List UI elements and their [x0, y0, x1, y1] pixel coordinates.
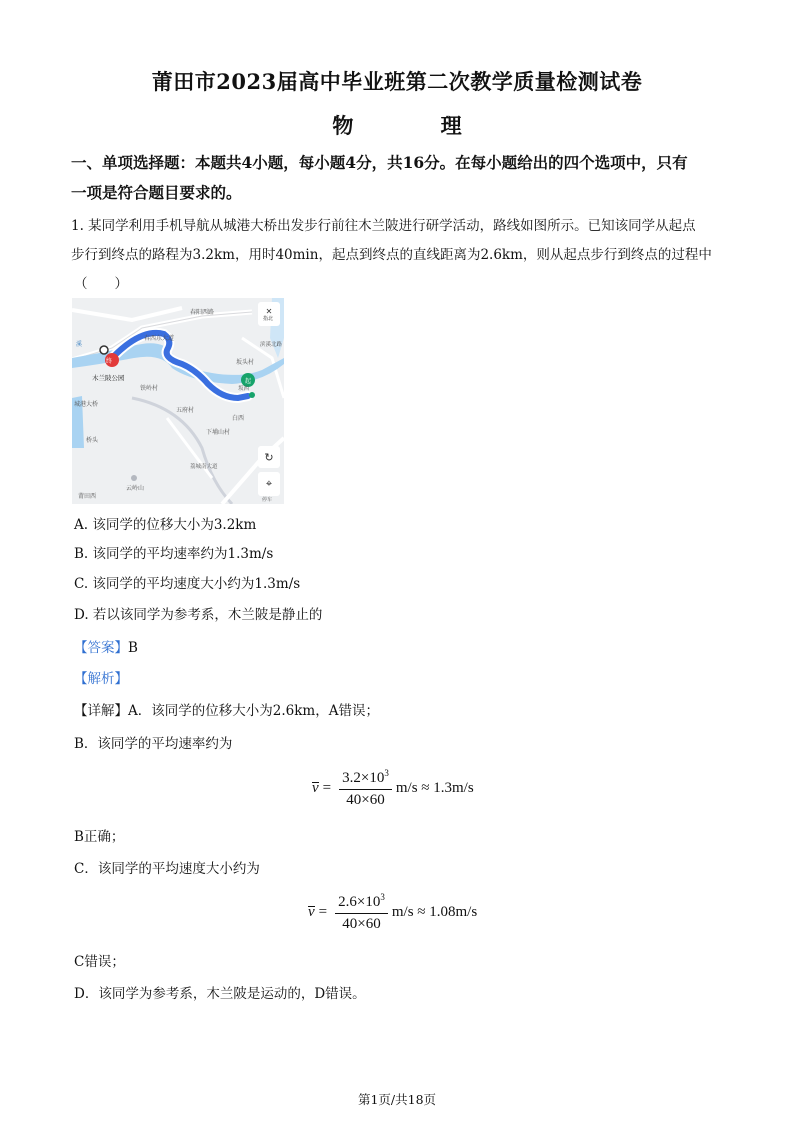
map-label-baixi: 白西	[232, 415, 245, 422]
subject-heading: 物 理	[332, 113, 462, 138]
option-a: A. 该同学的位移大小为3.2km	[74, 517, 257, 533]
formula1-denominator: 40×60	[346, 792, 385, 808]
detail-c-intro: C．该同学的平均速度大小约为	[74, 861, 260, 877]
formula1-exponent: 3	[384, 768, 389, 778]
map-label-road-top: 春西东大道	[144, 335, 175, 342]
answer-value: B	[128, 640, 138, 656]
start-point-dot	[249, 392, 255, 398]
detail-prefix: 【详解】	[74, 703, 128, 719]
route-map	[72, 298, 284, 504]
formula1-numerator: 3.2×10	[342, 770, 385, 786]
answer-parentheses: （ ）	[74, 276, 128, 292]
road-top	[72, 308, 182, 320]
map-label-mulan: 木兰陂公园	[92, 374, 125, 382]
compass-icon: ✕	[265, 307, 273, 316]
detail-a	[74, 700, 379, 722]
map-label-road-right: 滨溪北路	[260, 342, 283, 348]
poi-pin-icon	[131, 475, 137, 481]
detail-a-text: A．该同学的位移大小为2.6km，A错误；	[128, 703, 379, 719]
answer-label: 【答案】	[74, 640, 128, 656]
section-heading-line2: 一项是符合题目要求的。	[71, 183, 242, 202]
map-label-yunshan: 云岭山	[126, 485, 145, 492]
formula2-rhs: m/s ≈ 1.08m/s	[391, 904, 478, 920]
analysis-label: 【解析】	[74, 671, 128, 687]
formula2-lhs: v	[308, 904, 315, 920]
formula2-denominator: 40×60	[342, 916, 381, 932]
option-b: B. 该同学的平均速率约为1.3m/s	[74, 546, 274, 562]
map-label-bottom-right: 停车	[262, 497, 273, 503]
formula1-lhs: v	[312, 780, 319, 796]
detail-b-end: B正确；	[74, 829, 125, 845]
formula1-rhs: m/s ≈ 1.3m/s	[395, 780, 474, 796]
map-label-road-top2: 春阳西路	[190, 309, 215, 316]
detail-c-end: C错误；	[74, 954, 125, 970]
map-label-river: 溪	[76, 341, 83, 348]
map-label-kanjing: 坂西	[238, 386, 250, 392]
refresh-icon: ↻	[264, 451, 274, 464]
map-label-xiaxi: 下埔山村	[206, 429, 231, 436]
question-line2: 步行到终点的路程为3.2km，用时40min，起点到终点的直线距离为2.6km，则从起点步行到终点的过程中	[71, 247, 712, 263]
page-title: 莆田市2023届高中毕业班第二次教学质量检测试卷	[151, 69, 643, 94]
origin-dot	[100, 346, 108, 354]
detail-d: D．该同学为参考系，木兰陂是运动的，D错误。	[74, 986, 366, 1002]
answer-line	[74, 637, 138, 659]
section-heading-line1: 一、单项选择题：本题共4小题，每小题4分，共16分。在每小题给出的四个选项中，只有	[71, 153, 688, 172]
map-label-wufu: 五府村	[176, 407, 195, 414]
option-c: C. 该同学的平均速度大小约为1.3m/s	[74, 576, 301, 592]
map-label-road-diag: 荔城南大道	[190, 464, 218, 470]
walking-route	[114, 333, 248, 398]
map-label-yaoling: 铁岭村	[140, 385, 159, 392]
formula-average-speed: v = $\frac{3.2\times 10^3}{40\times 60}$ m/s ≈ 1.3m/s	[312, 768, 474, 808]
question-line1: 1. 某同学利用手机导航从城港大桥出发步行前往木兰陂进行研学活动，路线如图所示。已知该同学从起点	[71, 218, 696, 234]
map-label-bantou: 坂头村	[236, 359, 255, 366]
formula2-numerator: 2.6×10	[338, 894, 381, 910]
formula2-exponent: 3	[380, 892, 385, 902]
map-label-qiaotou: 桥头	[86, 437, 99, 444]
route-map-figure	[72, 298, 284, 504]
map-label-compass: 指北	[262, 316, 274, 322]
option-d: D. 若以该同学为参考系，木兰陂是静止的	[74, 607, 323, 623]
section-heading	[71, 148, 731, 208]
map-label-puxi: 莆田西	[78, 493, 97, 500]
map-label-daqiao: 城港大桥	[74, 401, 99, 408]
map-label-end-marker: 终	[105, 358, 113, 365]
page-footer: 第1页/共18页	[357, 1092, 437, 1107]
detail-b-intro: B．该同学的平均速率约为	[74, 736, 233, 752]
locate-icon: ⌖	[265, 477, 273, 490]
formula-average-velocity: v = $\frac{2.6\times 10^3}{40\times 60}$ m/s ≈ 1.08m/s	[308, 892, 478, 932]
map-label-start-marker: 起	[244, 378, 252, 385]
question-stem	[71, 212, 731, 270]
